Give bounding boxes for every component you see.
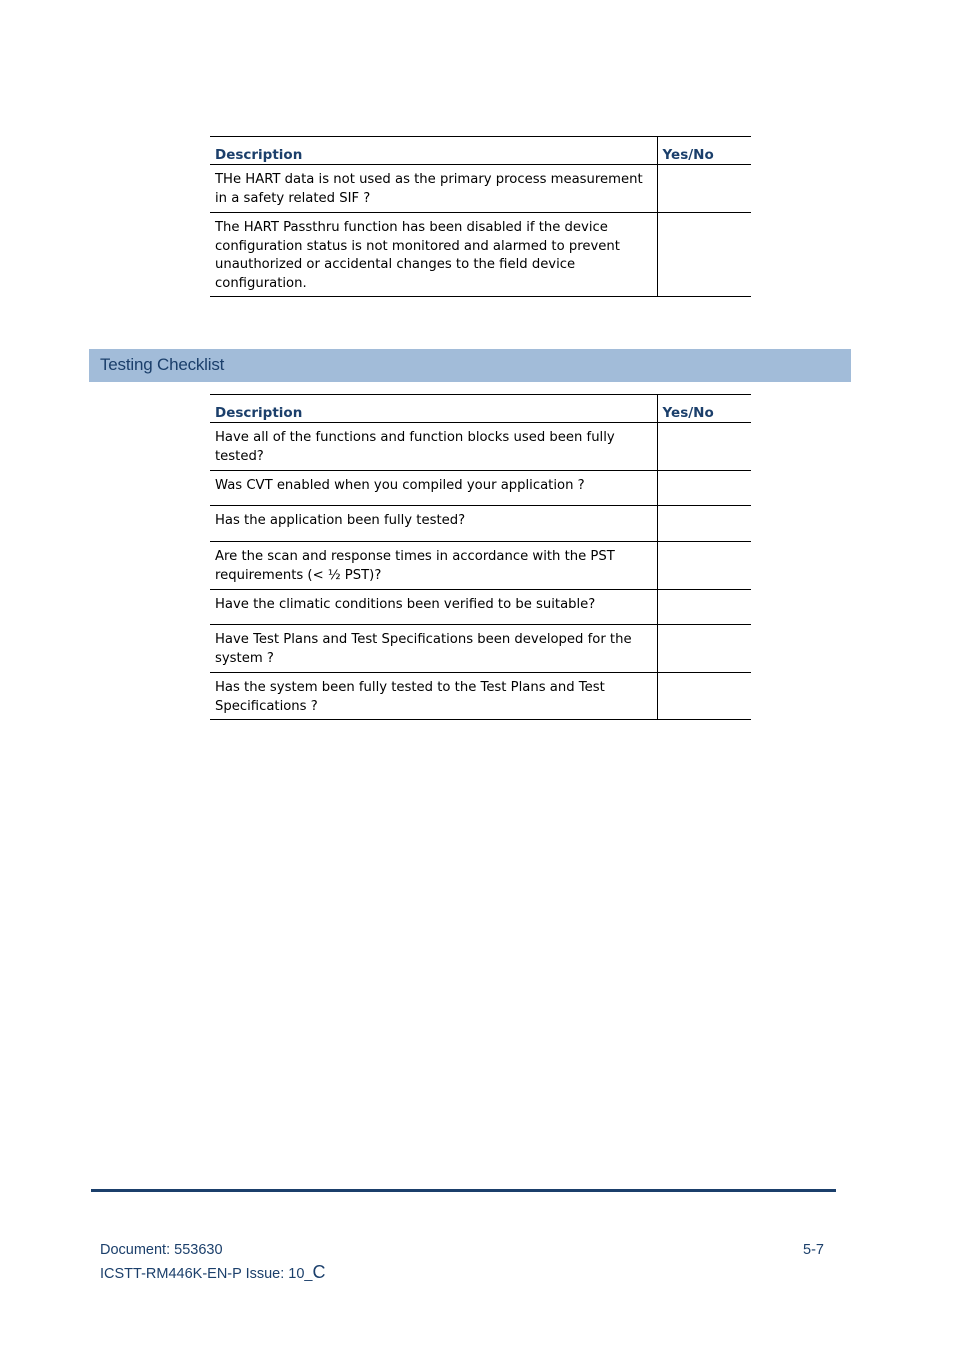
- row-description: Has the application been fully tested?: [210, 506, 657, 542]
- row-description: Are the scan and response times in accordance with the PST requirements (< ½ PST)?: [210, 542, 657, 590]
- table-row: [210, 165, 751, 213]
- description-column-header: Description: [210, 395, 657, 423]
- description-column-header: Description: [210, 137, 657, 165]
- row-description: The HART Passthru function has been disabled if the device configuration status is not monitored and alarmed to prevent unauthorized or accidental changes to the field device configuration.: [210, 213, 657, 297]
- footer-page-number: 5-7: [803, 1242, 824, 1258]
- row-description: THe HART data is not used as the primary process measurement in a safety related SIF ?: [210, 165, 657, 213]
- table-header-row: [210, 137, 751, 165]
- row-description: Have the climatic conditions been verified to be suitable?: [210, 590, 657, 625]
- table-row: [210, 423, 751, 471]
- section-header-bar: [89, 349, 851, 382]
- testing-checklist-table: [210, 394, 751, 720]
- row-yes-no-cell[interactable]: [657, 165, 751, 213]
- footer-issue-letter: C: [312, 1262, 326, 1282]
- table-row: [210, 625, 751, 673]
- row-yes-no-cell[interactable]: [657, 590, 751, 625]
- table-row: [210, 213, 751, 297]
- row-yes-no-cell[interactable]: [657, 542, 751, 590]
- row-description: Have Test Plans and Test Specifications been developed for the system ?: [210, 625, 657, 673]
- row-description: Have all of the functions and function blocks used been fully tested?: [210, 423, 657, 471]
- table-row: [210, 506, 751, 542]
- row-description: Was CVT enabled when you compiled your application ?: [210, 471, 657, 506]
- table-row: [210, 471, 751, 506]
- footer-issue: [100, 1262, 325, 1283]
- section-title: Testing Checklist: [100, 355, 225, 374]
- row-description: Has the system been fully tested to the Test Plans and Test Specifications ?: [210, 673, 657, 720]
- hart-checklist-table: [210, 136, 751, 297]
- row-yes-no-cell[interactable]: [657, 423, 751, 471]
- yes-no-column-header: Yes/No: [657, 395, 751, 423]
- footer-issue-text: ICSTT-RM446K-EN-P Issue: 10_: [100, 1266, 313, 1282]
- table-row: [210, 542, 751, 590]
- row-yes-no-cell[interactable]: [657, 213, 751, 297]
- row-yes-no-cell[interactable]: [657, 673, 751, 720]
- yes-no-column-header: Yes/No: [657, 137, 751, 165]
- row-yes-no-cell[interactable]: [657, 625, 751, 673]
- table-row: [210, 590, 751, 625]
- row-yes-no-cell[interactable]: [657, 506, 751, 542]
- row-yes-no-cell[interactable]: [657, 471, 751, 506]
- footer-document-number: Document: 553630: [100, 1242, 223, 1258]
- footer-divider: [91, 1189, 836, 1192]
- table-header-row: [210, 395, 751, 423]
- table-row: [210, 673, 751, 720]
